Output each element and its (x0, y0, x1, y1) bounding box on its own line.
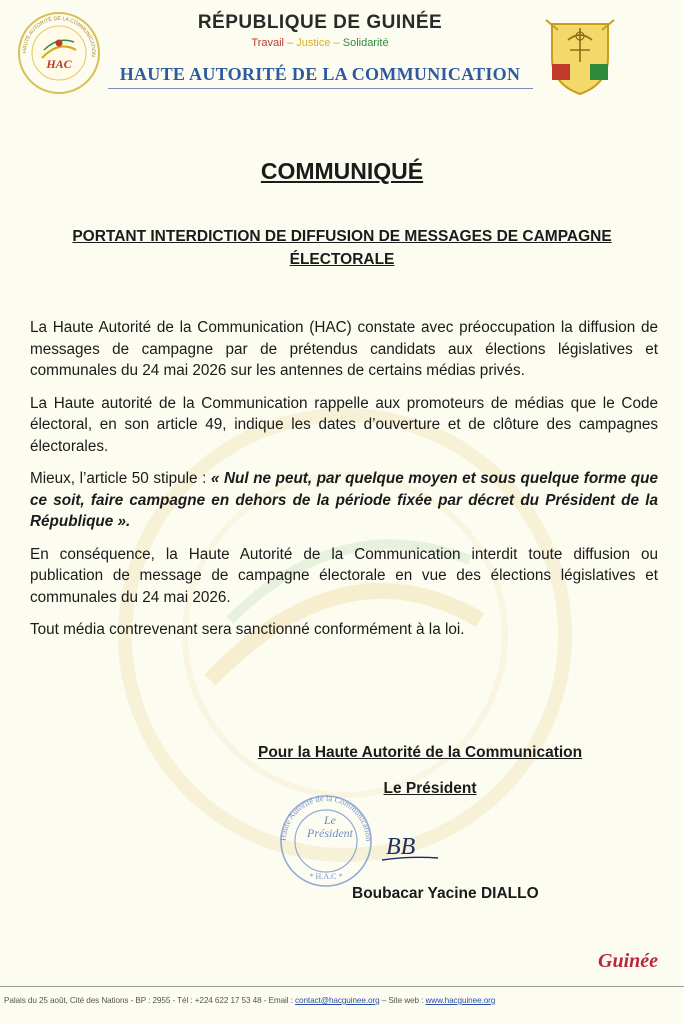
svg-text:Haute Autorité de la Communica: Haute Autorité de la Communication (277, 795, 375, 842)
footer-divider (0, 986, 684, 987)
motto-word-justice: Justice (296, 37, 331, 49)
paragraph-5: Tout média contrevenant sera sanctionné conformément à la loi. (30, 621, 465, 638)
hac-logo (14, 10, 104, 96)
subtitle-line-2: ÉLECTORALE (289, 251, 395, 268)
paragraph-3 (30, 468, 658, 533)
official-stamp (266, 795, 386, 887)
motto-word-travail: Travail (251, 37, 285, 49)
stamp-center-text: Le Président (307, 813, 353, 840)
footer-website-link[interactable]: www.hacguinee.org (425, 996, 496, 1005)
motto-word-solidarite: Solidarité (342, 37, 389, 49)
svg-text:HAC: HAC (46, 57, 72, 71)
motto-separator: – (330, 37, 343, 49)
svg-text:BB: BB (386, 834, 416, 860)
signatory-authority: Pour la Haute Autorité de la Communication (258, 744, 583, 761)
subtitle-line-1: PORTANT INTERDICTION DE DIFFUSION DE MESSAGES DE CAMPAGNE (72, 228, 612, 245)
footer-phone: - BP : 2955 - Tél : +224 622 17 53 48 - Email : (128, 996, 296, 1005)
document-subtitle (40, 225, 644, 271)
footer-contact (4, 996, 680, 1005)
footer-email-link[interactable]: contact@hacguinee.org (295, 996, 380, 1005)
header-divider (108, 88, 533, 89)
document-body (30, 317, 658, 652)
guinee-brand-mark: Guinée (598, 950, 658, 972)
motto-separator: – (284, 37, 297, 49)
paragraph-1: La Haute Autorité de la Communication (HAC) constate avec préoccupation la diffusion de messages de campagne par de prétendus candidats aux élections législatives et communales du 24 mai 2026 sur les antennes de certains médias privés. (30, 319, 658, 379)
document-title: COMMUNIQUÉ (260, 158, 424, 184)
svg-text:* H.A.C *: * H.A.C * (309, 872, 343, 881)
footer-address: Palais du 25 août, Cité des Nations (4, 996, 129, 1005)
authority-name: HAUTE AUTORITÉ DE LA COMMUNICATION (119, 64, 521, 84)
signatory-name: Boubacar Yacine DIALLO (352, 885, 539, 902)
signatory-role: Le Président (383, 780, 477, 797)
coat-of-arms-emblem (538, 10, 622, 98)
national-motto (110, 37, 530, 49)
svg-text:HAUTE AUTORITÉ DE LA COMMUNICA: HAUTE AUTORITÉ DE LA COMMUNICATION (21, 15, 97, 57)
paragraph-4: En conséquence, la Haute Autorité de la Communication interdit toute diffusion ou publication de message de campagne électorale en vue des élections législatives et communales du 24 mai 2026. (30, 545, 658, 606)
handwritten-signature (380, 826, 440, 866)
paragraph-3-intro: Mieux, l’article 50 stipule : (30, 470, 211, 487)
article-50-quote: « Nul ne peut, par quelque moyen et sous quelque forme que ce soit, faire campagne en dehors de la période fixée par décret du Président de la République ». (30, 470, 658, 530)
footer-site-label: – Site web : (379, 996, 426, 1005)
country-name: RÉPUBLIQUE DE GUINÉE (197, 12, 443, 33)
paragraph-2: La Haute autorité de la Communication rappelle aux promoteurs de médias que le Code électoral, en son article 49, indique les dates d’ouverture et de clôture des campagnes électorales. (30, 394, 658, 455)
